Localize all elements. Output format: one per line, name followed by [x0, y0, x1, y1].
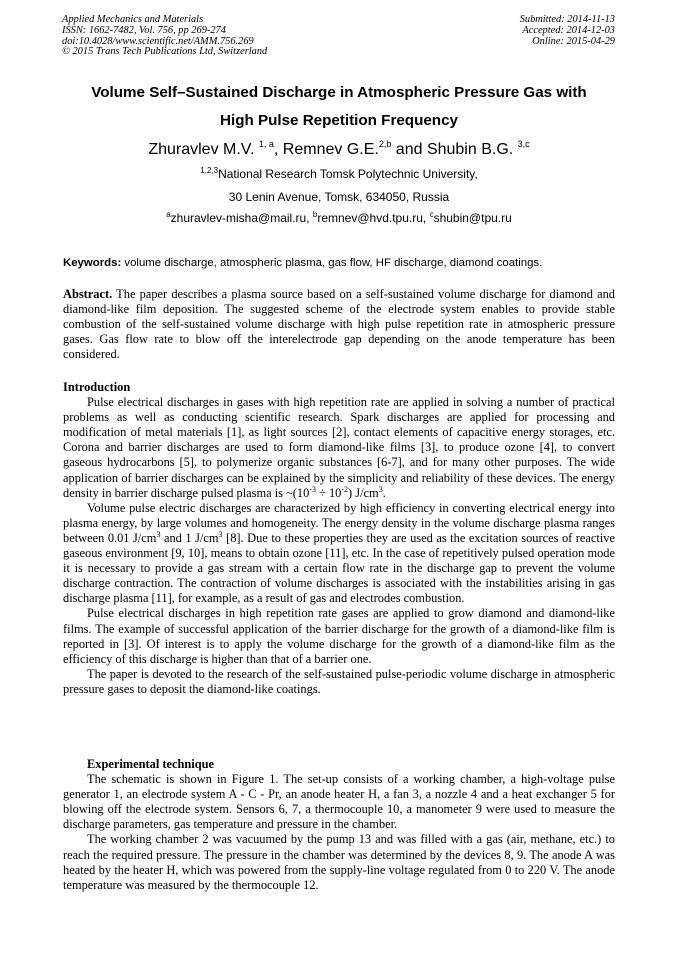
- paragraph: The working chamber 2 was vacuumed by the pump 13 and was filled with a gas (air, methane, etc.) to reach the required pressure. The pressure in the chamber was determined by the devices 8, 9. The anode A was heated by the heater H, which was powered from the supply-line voltage regulated from 0 to 220 V. The anode temperature was measured by the thermocouple 12.: [63, 832, 615, 892]
- author-3: Shubin B.G.: [426, 141, 514, 158]
- abstract-text: The paper describes a plasma source based on a self-sustained volume discharge for diamond and diamond-like film deposition. The suggested scheme of the electrode system enables to provide stable combustion of the self-sustained volume discharge with high pulse repetition rate in atmospheric pressure gases. Gas flow rate to blow off the interelectrode gap depending on the anode temperature has been considered.: [63, 287, 615, 362]
- title-line-1: Volume Self–Sustained Discharge in Atmospheric Pressure Gas with: [91, 84, 587, 101]
- paper-title: [40, 79, 638, 135]
- author-3-affil: 3,c: [517, 139, 530, 149]
- paragraph-text: Pulse electrical discharges in gases with high repetition rate are applied in solving a number of practical problems as well as conducting scientific research. Spark discharges are applied for processing and modification of metal materials [1], as light sources [2], contact elements of capacitive energy storages, etc. Corona and barrier discharges are used to form diamond-like films [3], to produce ozone [4], to convert gaseous hydrocarbons [5], to polymerize organic substances [6-7], and for many other purposes. The wide application of barrier discharges can be explained by the simplicity and reliability of these devices. The energy density in barrier discharge pulsed plasma is ~(10: [63, 395, 615, 500]
- email-a: zhuravlev-misha@mail.ru,: [170, 211, 313, 225]
- superscript: -3: [309, 484, 316, 494]
- section-introduction: [63, 380, 615, 697]
- email-marker-c: c: [429, 210, 434, 219]
- journal-issn: ISSN: 1662-7482, Vol. 756, pp 269-274: [62, 24, 226, 36]
- keywords: [63, 256, 615, 270]
- paragraph-text: ÷ 10: [315, 485, 342, 500]
- abstract-label: Abstract.: [63, 287, 113, 301]
- superscript: 3: [156, 529, 161, 539]
- paragraph-text: Volume pulse electric discharges are characterized by high efficiency in converting electrical energy into plasma energy, by large volumes and homogeneity. The energy density in the volume discharge plasma ranges between 0.01 J/cm: [63, 500, 615, 545]
- journal-copyright: © 2015 Trans Tech Publications Ltd, Switzerland: [62, 46, 268, 58]
- paragraph-text: [8]. Due to these properties they are used as the excitation sources of reactive gaseous environment [9, 10], means to obtain ozone [11], etc. In the case of repetitively pulsed operation mode it is necessary to provide a gas stream with a certain flow rate in the discharge gap to prevent the volume discharge contraction. The contraction of volume discharges is associated with the instabilities arising in gas discharge plasma [11], for example, as a result of gas and electrodes combustion.: [63, 530, 615, 606]
- author-emails: [40, 211, 638, 225]
- affiliation-address: 30 Lenin Avenue, Tomsk, 634050, Russia: [228, 190, 450, 204]
- superscript: 3: [218, 529, 223, 539]
- affiliation-marker: 1,2,3: [200, 166, 219, 175]
- paragraph: [63, 395, 615, 501]
- introduction-heading: Introduction: [63, 380, 131, 394]
- journal-header-right: [520, 15, 615, 47]
- author-list: [40, 139, 638, 161]
- journal-name: Applied Mechanics and Materials: [62, 14, 204, 25]
- paragraph: [63, 501, 615, 607]
- email-c: shubin@tpu.ru: [433, 211, 512, 225]
- paragraph-text: and 1 J/cm: [160, 530, 219, 545]
- keywords-text: volume discharge, atmospheric plasma, gas flow, HF discharge, diamond coatings.: [121, 257, 543, 269]
- paragraph: The schematic is shown in Figure 1. The set-up consists of a working chamber, a high-voltage pulse generator 1, an electrode system A - C - Pr, an anode heater H, a fan 3, a nozzle 4 and a heat exchanger 5 for blowing off the electrode system. Sensors 6, 7, a thermocouple 10, a manometer 9 were used to measure the discharge parameters, gas temperature and pressure in the chamber.: [63, 772, 615, 832]
- affiliation-institution: [40, 167, 638, 181]
- paragraph: Pulse electrical discharges in high repetition rate gases are applied to grow diamond and diamond-like films. The example of successful application of the barrier discharge for the growth of a diamond-like film is reported in [3]. Of interest is to apply the volume discharge for the growth of a diamond-like film as the efficiency of this discharge is higher than that of a barrier one.: [63, 606, 615, 666]
- paragraph-text: .: [382, 485, 386, 500]
- author-2: Remnev G.E.: [282, 141, 379, 158]
- email-marker-a: a: [166, 210, 171, 219]
- author-separator: and: [391, 141, 427, 158]
- author-2-affil: 2,b: [378, 139, 392, 149]
- paragraph-text: ) J/cm: [348, 485, 379, 500]
- accepted-date: Accepted: 2014-12-03: [522, 24, 615, 36]
- institution-name: National Research Tomsk Polytechnic University,: [218, 167, 478, 181]
- title-line-2: High Pulse Repetition Frequency: [220, 112, 458, 129]
- author-1-affil: 1, a: [258, 139, 274, 149]
- email-b: remnev@hvd.tpu.ru,: [317, 211, 430, 225]
- section-experimental: [63, 757, 615, 893]
- journal-header-left: [62, 15, 267, 58]
- paragraph: The paper is devoted to the research of the self-sustained pulse-periodic volume discharge in atmospheric pressure gases to deposit the diamond-like coatings.: [63, 666, 615, 696]
- journal-doi: doi:10.4028/www.scientific.net/AMM.756.269: [62, 35, 254, 47]
- abstract: [63, 287, 615, 362]
- keywords-label: Keywords:: [63, 257, 122, 269]
- online-date: Online: 2015-04-29: [532, 35, 615, 47]
- email-marker-b: b: [312, 210, 318, 219]
- author-separator: ,: [273, 141, 283, 158]
- author-1: Zhuravlev M.V.: [148, 141, 255, 158]
- submitted-date: Submitted: 2014-11-13: [519, 14, 615, 25]
- experimental-heading: Experimental technique: [87, 757, 214, 771]
- superscript: 3: [378, 484, 383, 494]
- superscript: -2: [341, 484, 349, 494]
